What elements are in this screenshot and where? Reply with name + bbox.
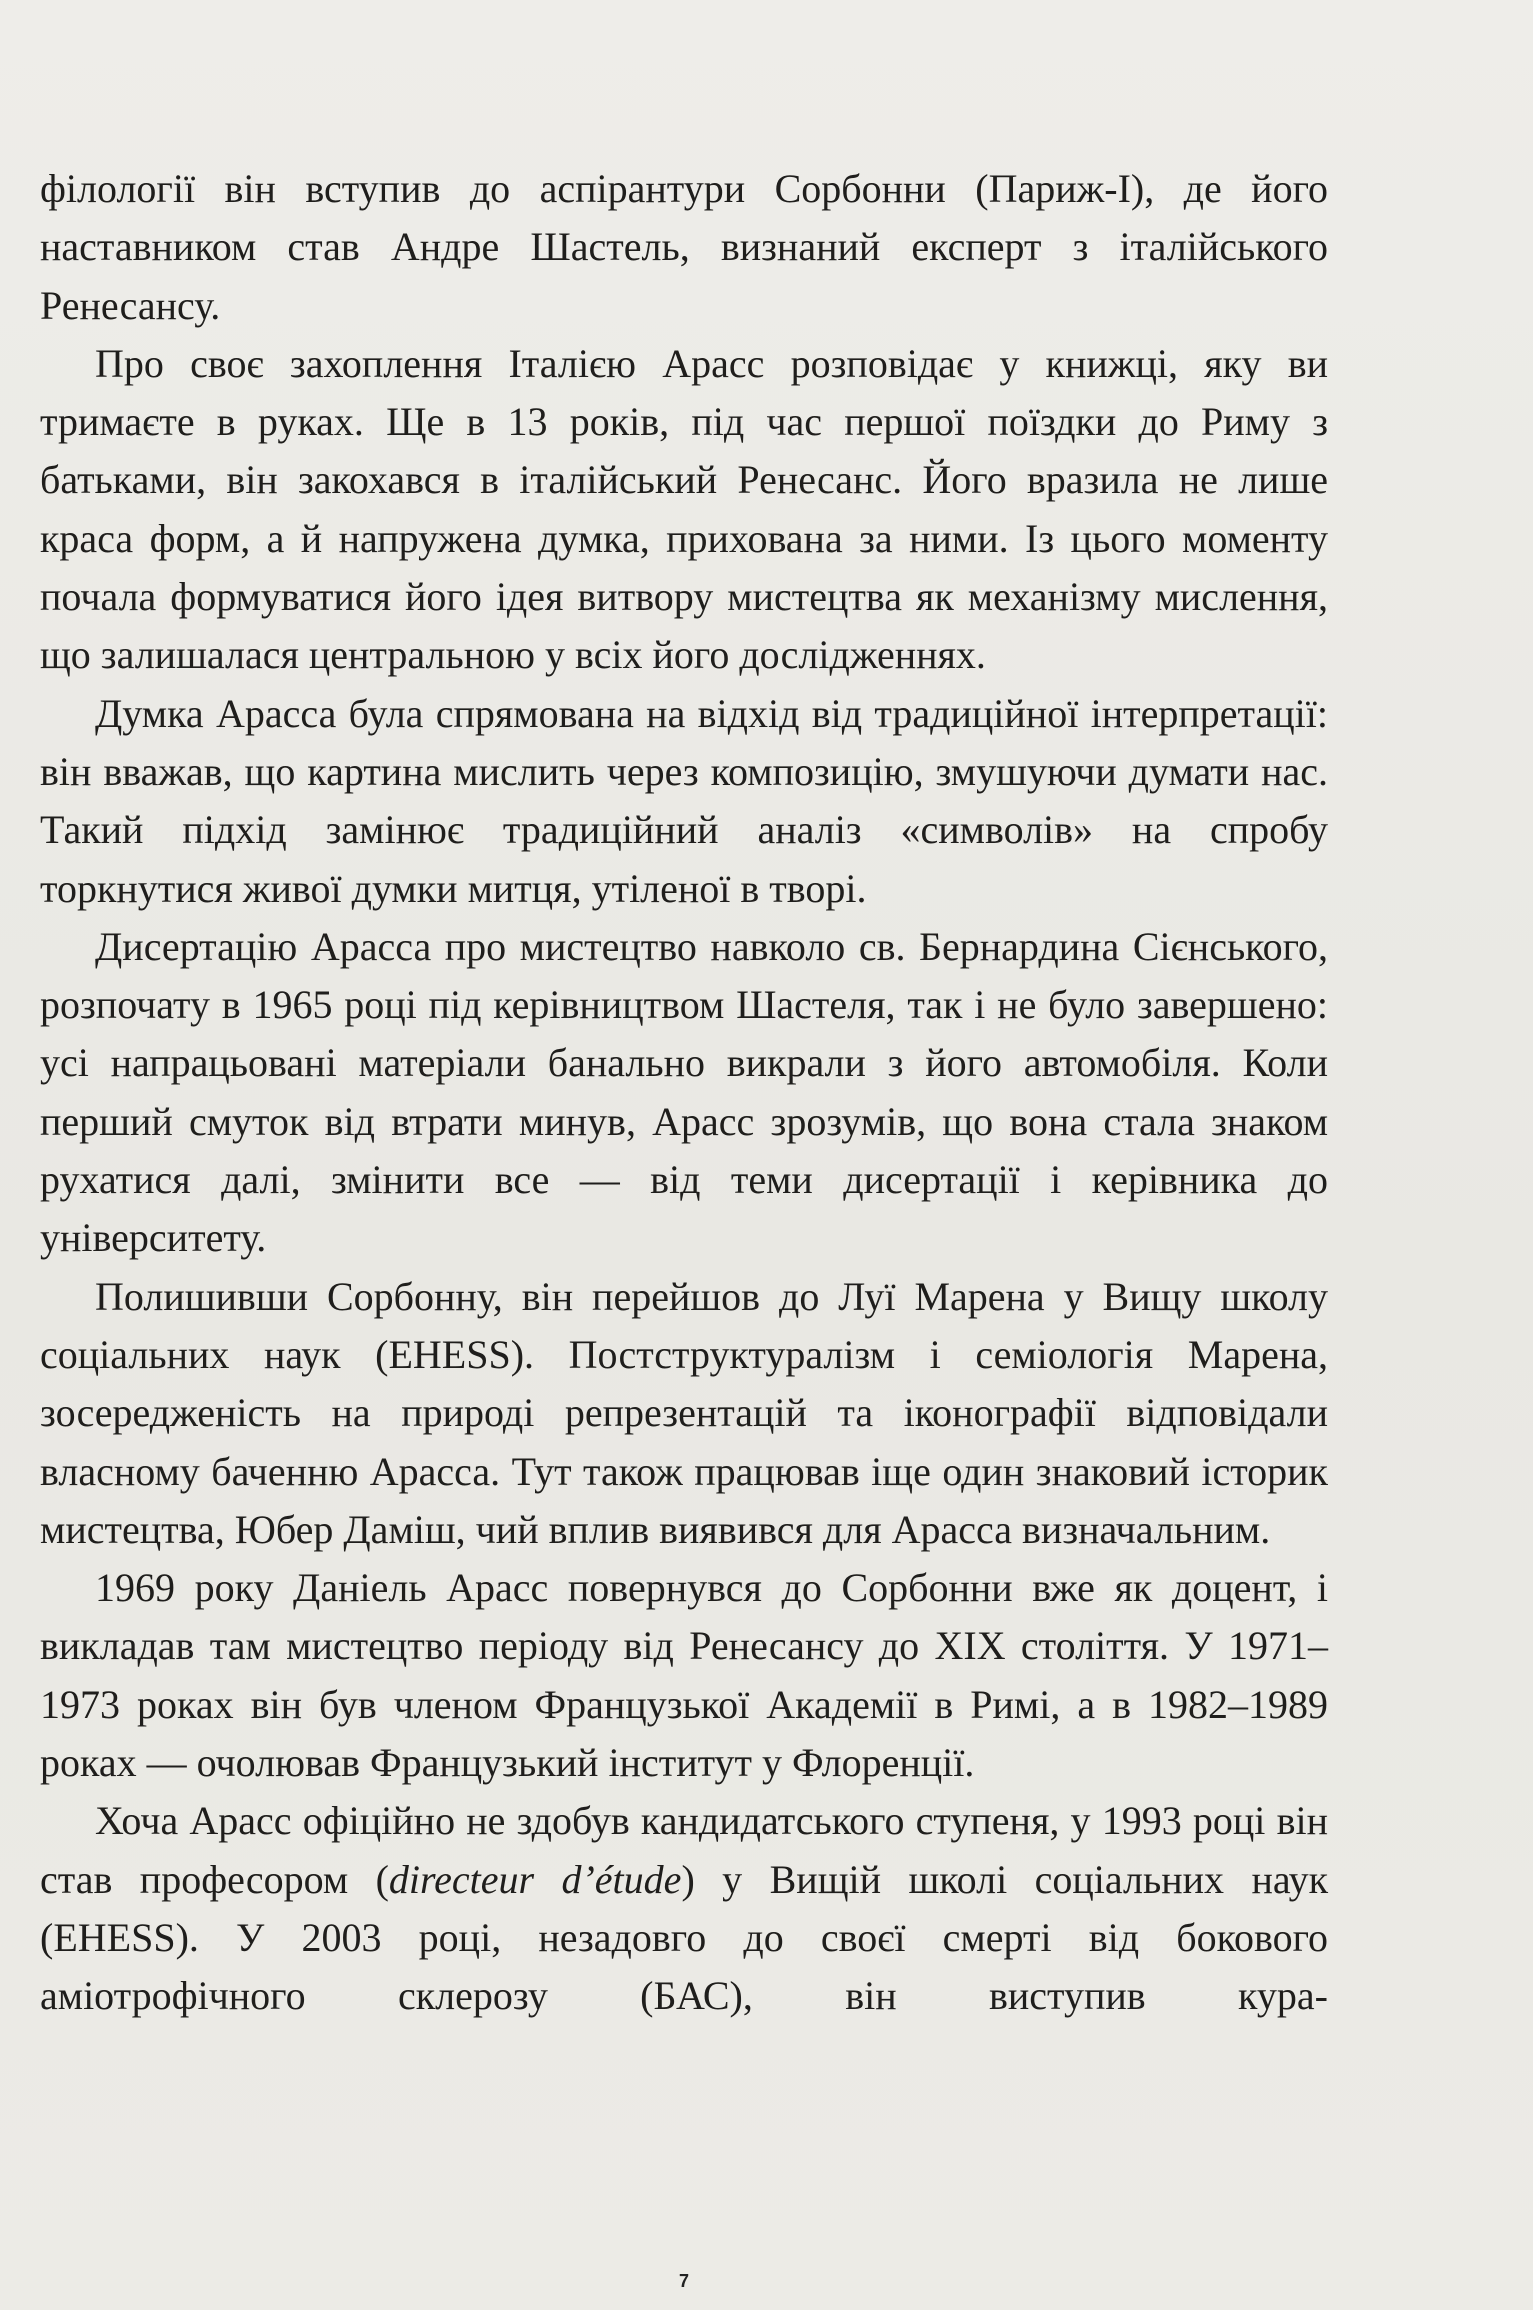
- page-number: 7: [678, 2271, 689, 2291]
- paragraph-7-start: Хоча Арасс офіційно не здобув кандидатського ступеня, у 1993 році він став професором (: [40, 1798, 1328, 1902]
- paragraph-2: Про своє захоплення Італією Арасс розповідає у книжці, яку ви тримаєте в руках. Ще в 13 років, під час першої поїздки до Риму з батьками, він закохався в італійський Ренесанс. Його вразила не лише краса форм, а й напружена думка, прихована за ними. Із цього моменту почала формуватися його ідея витвору мистецтва як механізму мислення, що залишалася центральною у всіх його дослідженнях.: [40, 340, 1328, 678]
- paragraph-5: Полишивши Сорбонну, він перейшов до Луї Марена у Вищу школу соціальних наук (EHESS). Постструктуралізм і семіологія Марена, зосередженість на природі репрезентацій та іконографії відповідали власному баченню Арасса. Тут також працював іще один знаковий історик мистецтва, Юбер Даміш, чий вплив виявився для Арасса визначальним.: [40, 1273, 1328, 1552]
- paragraph-1: філології він вступив до аспірантури Сорбонни (Париж-I), де його наставником став Андре Шастель, визнаний експерт з італійського Ренесансу.: [40, 166, 1328, 328]
- paragraph-6: 1969 року Даніель Арасс повернувся до Сорбонни вже як доцент, і викладав там мистецтво періоду від Ренесансу до XIX століття. У 1971–1973 роках він був членом Французької Академії в Римі, а в 1982–1989 роках — очолював Французький інститут у Флоренції.: [40, 1565, 1328, 1786]
- paragraph-3: Думка Арасса була спрямована на відхід від традиційної інтерпретації: він вважав, що картина мислить через композицію, змушуючи думати нас. Такий підхід замінює традиційний аналіз «символів» на спробу торкнутися живої думки митця, утіленої в творі.: [40, 690, 1328, 911]
- paragraph-4: Дисертацію Арасса про мистецтво навколо св. Бернардина Сієнського, розпочату в 1965 році під керівництвом Шастеля, так і не було завершено: усі напрацьовані матеріали банально викрали з його автомобіля. Коли перший смуток від втрати минув, Арасс зрозумів, що вона стала знаком рухатися далі, змінити все — від теми дисертації і керівника до університету.: [40, 923, 1328, 1261]
- paragraph-7-end: ) у Вищій школі соціальних наук (EHESS). У 2003 році, незадовго до своєї смерті від бокового аміотрофічного склерозу (БАС), він виступив кура-: [40, 1856, 1329, 2019]
- italic-term: directeur d’étude: [388, 1856, 682, 1902]
- body-text: [40, 160, 1328, 2026]
- paragraph-7: [40, 1792, 1328, 2025]
